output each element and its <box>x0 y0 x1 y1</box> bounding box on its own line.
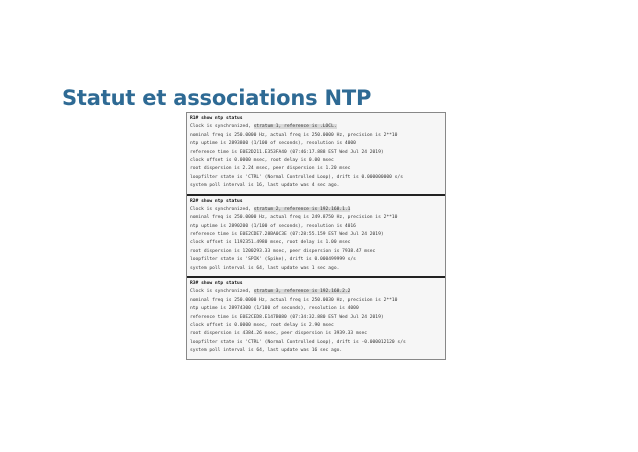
output-line: system poll interval is 64, last update was 1 sec ago. <box>190 265 340 271</box>
cli-output-panel <box>186 112 446 360</box>
output-line: clock offset is 1192351.4980 msec, root delay is 1.00 msec <box>190 240 351 246</box>
cli-command: R3# show ntp status <box>190 281 243 287</box>
output-line: loopfilter state is 'SPIK' (Spike), drift is 0.000499999 s/s <box>190 257 356 263</box>
output-line: system poll interval is 64, last update was 16 sec ago. <box>190 348 343 354</box>
output-line: loopfilter state is 'CTRL' (Normal Controlled Loop), drift is -0.000012120 s/s <box>190 339 406 345</box>
output-line: root dispersion is 2.24 msec, peer dispersion is 1.20 msec <box>190 166 351 172</box>
output-line: system poll interval is 16, last update was 4 sec ago. <box>190 183 340 189</box>
stratum-highlight: stratum 1, reference is .LOCL. <box>253 124 337 130</box>
stratum-highlight: stratum 3, reference is 192.168.2.2 <box>253 289 351 295</box>
output-line: reference time is E0E2CED8.E147B080 (07:34:32.880 EST Wed Jul 24 2019) <box>190 314 384 320</box>
output-line: nominal freq is 250.0000 Hz, actual freq is 250.0000 Hz, precision is 2**10 <box>190 132 398 138</box>
cli-command: R2# show ntp status <box>190 198 243 204</box>
cli-command: R1# show ntp status <box>190 116 243 121</box>
router-r1-ntp-status <box>187 113 445 194</box>
stratum-highlight: stratum 2, reference is 192.168.1.1 <box>253 206 351 212</box>
sync-line <box>190 206 442 214</box>
output-line: clock offset is 0.0000 msec, root delay is 2.90 msec <box>190 322 334 328</box>
output-line: ntp uptime is 2893800 (1/100 of seconds), resolution is 4000 <box>190 141 356 147</box>
output-line: ntp uptime is 2890200 (1/100 of seconds), resolution is 4016 <box>190 223 356 229</box>
router-r3-ntp-status <box>187 276 445 359</box>
slide-title: Statut et associations NTP <box>62 86 372 110</box>
router-r2-ntp-status <box>187 194 445 277</box>
output-line: nominal freq is 250.0000 Hz, actual freq is 249.8750 Hz, precision is 2**10 <box>190 215 398 221</box>
output-line: reference time is E0E2CDE7.28BA0C3E (07:28:55.159 EST Wed Jul 24 2019) <box>190 232 384 238</box>
output-line: reference time is E0E2D211.E353FA40 (07:46:17.888 EST Wed Jul 24 2019) <box>190 149 384 155</box>
output-line: root dispersion is 1200293.33 msec, peer dispersion is 7938.47 msec <box>190 248 376 254</box>
sync-text: Clock is synchronized, <box>190 124 254 130</box>
output-line: ntp uptime is 28974300 (1/100 of seconds), resolution is 4000 <box>190 306 359 312</box>
sync-text: Clock is synchronized, <box>190 289 254 295</box>
sync-line <box>190 123 442 131</box>
sync-text: Clock is synchronized, <box>190 206 254 212</box>
sync-line <box>190 288 442 296</box>
output-line: nominal freq is 250.0000 Hz, actual freq is 250.0030 Hz, precision is 2**10 <box>190 297 398 303</box>
output-line: root dispersion is 4384.26 msec, peer dispersion is 3939.33 msec <box>190 331 368 337</box>
output-line: loopfilter state is 'CTRL' (Normal Controlled Loop), drift is 0.000000000 s/s <box>190 174 403 180</box>
output-line: clock offset is 0.0000 msec, root delay is 0.00 msec <box>190 157 334 163</box>
